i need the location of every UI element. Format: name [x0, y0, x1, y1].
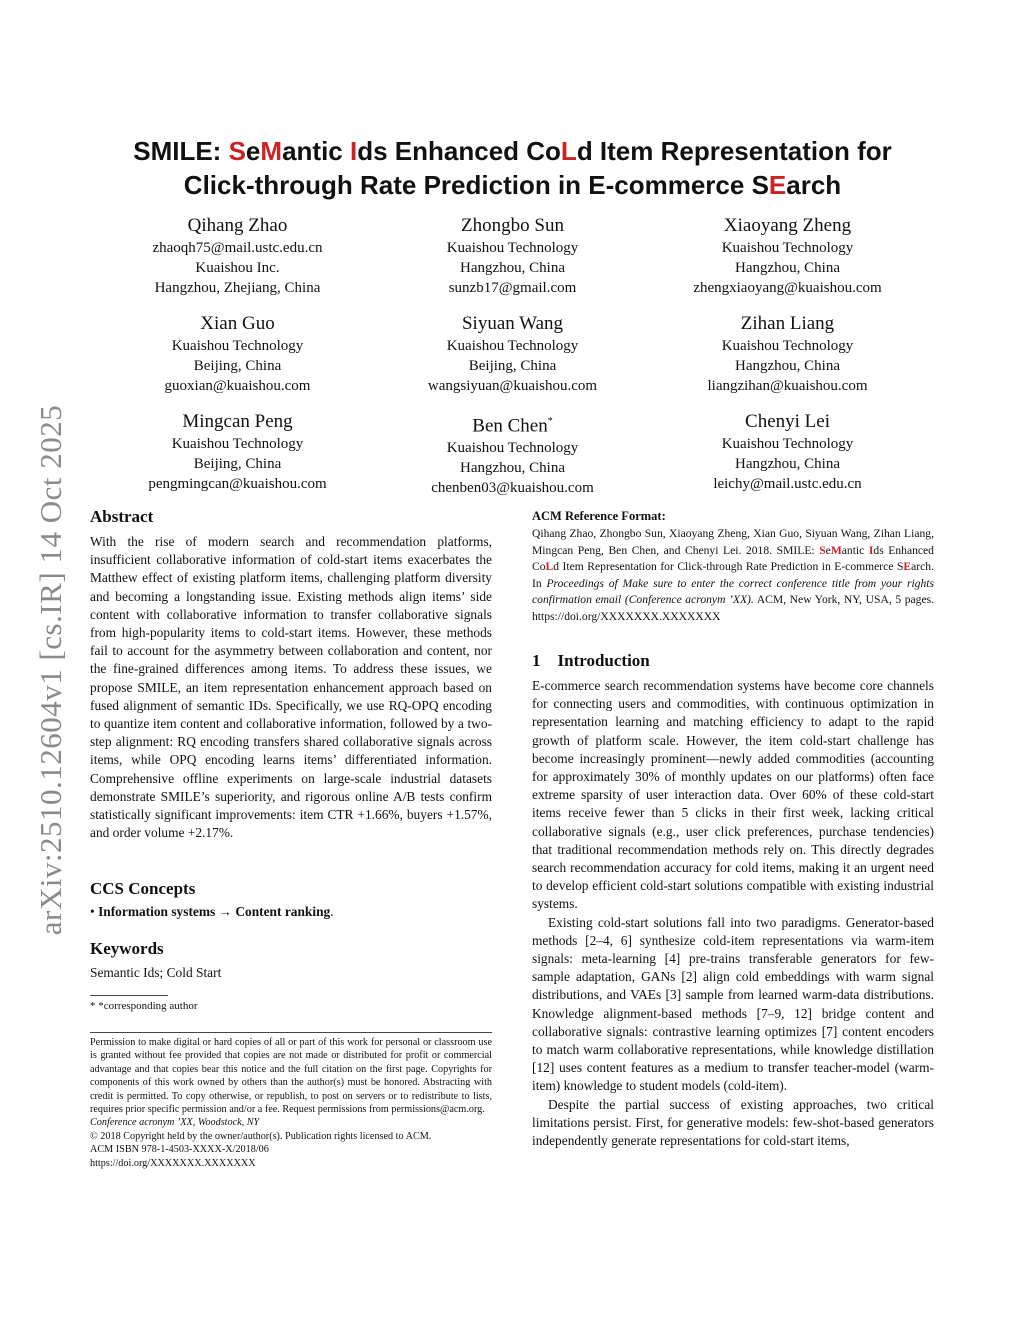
author-name: Siyuan Wang	[461, 313, 564, 334]
author-detail: Kuaishou Technology	[721, 338, 854, 354]
author-detail: Hangzhou, China	[735, 260, 840, 276]
ccs-item: Content ranking	[235, 904, 331, 919]
ccs-section	[90, 878, 492, 920]
ref-part: Qihang Zhao, Zhongbo Sun, Xiaoyang Zheng, Xian Guo, Siyuan Wang, Zihan Liang, Mingcan Peng, Ben Chen, and Chenyi Lei. 2018. SMILE:	[532, 527, 934, 557]
title-part: antic	[282, 136, 350, 166]
title-part-highlight: E	[768, 170, 787, 200]
author-detail: wangsiyuan@kuaishou.com	[427, 378, 598, 394]
doi-line: https://doi.org/XXXXXXX.XXXXXXX	[90, 1157, 256, 1169]
intro-paragraph-1: E-commerce search recommendation systems have become core channels for connecting users and commodities, with continuous optimization in representation learning and matching efficiency to adapt to the rapid growth of platform scale. However, the item cold-start challenge has become increasingly prominent—newly added commodities (accounting for approximately 30% of monthly updates on our platforms) often face extreme sparsity of user interaction data. Over 60% of these cold-start items receive fewer than 5 clicks in their first week, lacking critical collaborative signals (e.g., user click preferences, purchase tendencies) that traditional recommendation methods rely on. This directly degrades search recommendation accuracy for cold items, making it an urgent need to develop efficient cold-start solutions compatible with existing industrial systems.	[532, 678, 934, 912]
bullet: •	[90, 904, 95, 919]
title-part: Click-through Rate Prediction in E-commerce S	[183, 170, 769, 200]
corresponding-mark: *	[547, 416, 553, 427]
author-detail: pengmingcan@kuaishou.com	[148, 476, 327, 492]
introduction-section	[532, 650, 934, 1150]
ref-highlight: M	[830, 543, 842, 557]
abstract-heading: Abstract	[90, 507, 154, 526]
arxiv-stamp	[33, 380, 68, 960]
title-line-1	[90, 134, 935, 168]
keywords-text: Semantic Ids; Cold Start	[90, 965, 222, 980]
author-detail: Kuaishou Technology	[721, 436, 854, 452]
author-card	[100, 312, 375, 396]
ref-part: d Item Representation for Click-through Rate Prediction in E-commerce S	[553, 560, 904, 573]
keywords-heading: Keywords	[90, 939, 164, 958]
author-detail: zhaoqh75@mail.ustc.edu.cn	[152, 240, 323, 256]
author-card	[375, 410, 650, 498]
title-part: e	[245, 136, 261, 166]
ref-part: ds Enhanced Co	[532, 543, 934, 573]
author-card	[650, 312, 925, 396]
author-detail: Kuaishou Technology	[171, 338, 304, 354]
author-card	[100, 410, 375, 494]
ref-highlight: E	[903, 560, 912, 573]
author-card	[100, 214, 375, 298]
paper-title	[90, 134, 935, 202]
author-detail: Kuaishou Technology	[721, 240, 854, 256]
ref-part: ACM, New York, NY, USA, 5 pages. https://doi.org/XXXXXXX.XXXXXXX	[532, 593, 934, 623]
author-detail: Kuaishou Technology	[446, 440, 579, 457]
punctuation: .	[330, 904, 334, 919]
title-part: ds Enhanced Co	[357, 136, 561, 166]
author-detail: Beijing, China	[193, 358, 282, 374]
author-name: Zihan Liang	[740, 313, 835, 334]
author-name: Chenyi Lei	[745, 411, 830, 432]
ccs-concepts	[90, 904, 492, 920]
author-card	[375, 214, 650, 298]
author-detail: Kuaishou Technology	[446, 240, 579, 256]
author-detail: Kuaishou Inc.	[195, 260, 280, 276]
copyright-line: © 2018 Copyright held by the owner/author(s). Publication rights licensed to ACM.	[90, 1130, 432, 1142]
ccs-item: Information systems	[98, 904, 216, 919]
author-card	[375, 312, 650, 396]
title-part-highlight: I	[349, 136, 358, 166]
author-detail: Beijing, China	[468, 358, 557, 374]
acm-reference-section	[532, 509, 934, 625]
author-detail: liangzihan@kuaishou.com	[707, 378, 868, 394]
ref-highlight: L	[545, 560, 554, 573]
author-detail: Beijing, China	[193, 456, 282, 472]
keywords-section	[90, 938, 492, 982]
arrow-icon: →	[218, 904, 232, 919]
author-detail: Hangzhou, Zhejiang, China	[154, 280, 321, 296]
author-detail: Hangzhou, China	[735, 456, 840, 472]
abstract-text: With the rise of modern search and recommendation platforms, insufficient collaborative information of cold-start items exacerbates the Matthew effect of existing platform items, challenging platform diversity and becoming a longstanding issue. Existing methods align items’ side content with collaborative information to transfer collaborative signals from high-popularity items to cold-start items. However, these methods fail to account for the asymmetry between collaboration and content, nor the fine-grained differences among items. To address these issues, we propose SMILE, an item representation enhancement approach based on fused alignment of semantic IDs. Specifically, we use RQ-OPQ encoding to quantize item content and collaborative information, followed by a two-step alignment: RQ encoding transfers shared collaborative signals across items, while OPQ encoding learns items’ differentiated information. Comprehensive offline experiments on large-scale industrial datasets demonstrate SMILE’s superiority, and rigorous online A/B tests confirm statistically significant improvements: item CTR +1.66%, buyers +1.57%, and order volume +2.17%.	[90, 534, 492, 841]
author-detail: chenben03@kuaishou.com	[431, 480, 594, 497]
author-name: Qihang Zhao	[187, 215, 288, 236]
author-detail: Hangzhou, China	[460, 260, 565, 276]
title-part: SMILE:	[133, 136, 229, 166]
introduction-heading: 1 Introduction	[532, 651, 650, 670]
author-name: Xiaoyang Zheng	[723, 215, 852, 236]
author-detail: guoxian@kuaishou.com	[164, 378, 311, 394]
author-detail: Kuaishou Technology	[446, 338, 579, 354]
title-part: d Item Representation for	[576, 136, 892, 166]
author-name: Mingcan Peng	[182, 411, 293, 432]
author-detail: Hangzhou, China	[460, 460, 565, 477]
isbn-line: ACM ISBN 978-1-4503-XXXX-X/2018/06	[90, 1144, 269, 1156]
author-detail: Hangzhou, China	[735, 358, 840, 374]
abstract-section	[90, 506, 492, 842]
author-card	[650, 214, 925, 298]
acm-reference-text	[532, 526, 934, 625]
intro-paragraph-2: Existing cold-start solutions fall into two paradigms. Generator-based methods [2–4, 6] synthesize cold-item representations via warm-item signals: meta-learning [4] pre-trains transferable generators for few-sample adaptation, GANs [2] align cold embeddings with warm signal distributions, and VAEs [3] sample from learned warm-data distributions. Knowledge alignment-based methods [7–9, 12] bridge content and collaborative signals: contrastive learning optimizes [7] content encoders to match warm collaborative representations, while knowledge distillation [12] uses content features as a medium to transfer teacher-model (warm-item) knowledge to student models (cold-item).	[532, 914, 934, 1094]
title-part: arch	[786, 170, 842, 200]
title-part-highlight: M	[260, 136, 283, 166]
author-name-text: Ben Chen	[472, 415, 548, 437]
intro-paragraph-3: Despite the partial success of existing approaches, two critical limitations persist. First, for generative models: few-shot-based generators independently generate representations for cold-start items,	[532, 1096, 934, 1149]
ref-highlight: S	[819, 543, 826, 557]
author-name: Zhongbo Sun	[461, 215, 564, 236]
author-detail: Kuaishou Technology	[171, 436, 304, 452]
footnote: * *corresponding author	[90, 1000, 198, 1012]
title-part-highlight: S	[228, 136, 246, 166]
author-name: Xian Guo	[200, 313, 275, 334]
author-name	[375, 410, 650, 438]
ref-part: arch. In	[532, 560, 934, 590]
permission-text: Permission to make digital or hard copies of all or part of this work for personal or classroom use is granted without fee provided that copies are not made or distributed for profit or commercial advantage and that copies bear this notice and the full citation on the first page. Copyrights for components of this work owned by others than the author(s) must be honored. Abstracting with credit is permitted. To copy otherwise, or republish, to post on servers or to redistribute to lists, requires prior specific permission and/or a fee. Request permissions from permissions@acm.org.	[90, 1037, 492, 1116]
author-detail: sunzb17@gmail.com	[448, 280, 577, 296]
ref-proceedings: Proceedings of Make sure to enter the correct conference title from your rights confirmation email (Conference acronym ’XX).	[532, 576, 935, 606]
ref-part: e	[825, 543, 831, 557]
arxiv-identifier: arXiv:2510.12604v1 [cs.IR] 14 Oct 2025	[33, 404, 68, 936]
author-detail: leichy@mail.ustc.edu.cn	[713, 476, 862, 492]
ref-highlight: I	[868, 543, 874, 557]
acm-reference-heading: ACM Reference Format:	[532, 509, 666, 523]
ccs-heading: CCS Concepts	[90, 879, 196, 898]
author-card	[650, 410, 925, 494]
ref-part: antic	[841, 543, 869, 557]
permission-block	[90, 1036, 492, 1170]
title-line-2	[90, 168, 935, 202]
footnote-divider	[90, 995, 168, 996]
author-detail: zhengxiaoyang@kuaishou.com	[693, 280, 882, 296]
permission-divider	[90, 1032, 492, 1033]
conference-line: Conference acronym ’XX, Woodstock, NY	[90, 1117, 260, 1129]
title-part-highlight: L	[560, 136, 577, 166]
